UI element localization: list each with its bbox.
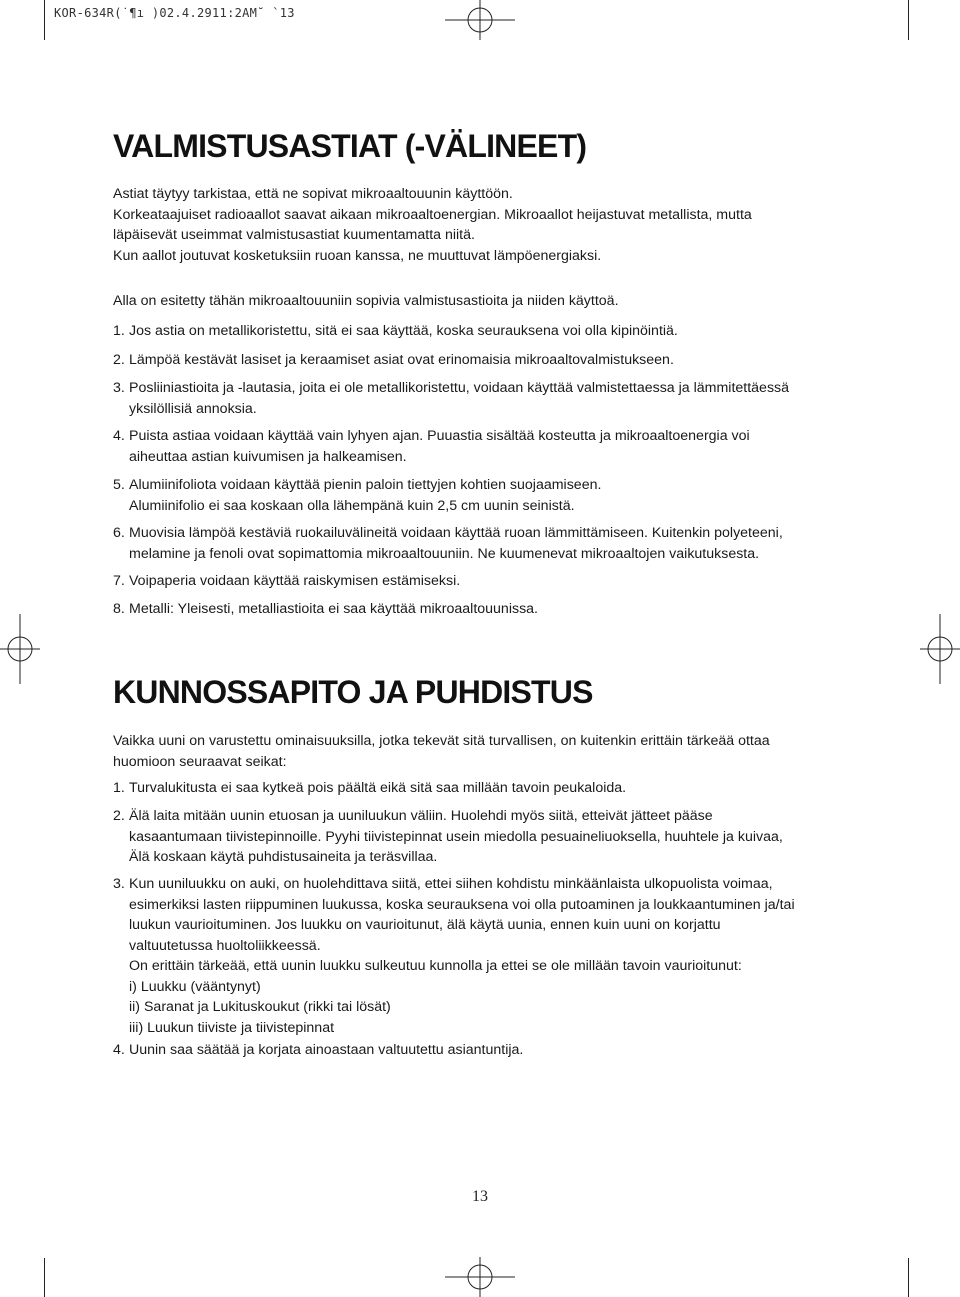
item-text: kasaantumaan tiivistepinnoille. Pyyhi tiivistepinnat usein miedolla pesuaineliuoksella, huuhtele ja kuivaa, [129,828,783,845]
item-text: aiheuttaa astian kuivumisen ja halkeamisen. [129,448,407,465]
list-item [113,475,853,516]
item-text: ii) Saranat ja Lukituskoukut (rikki tai lösät) [129,999,391,1015]
crop-mark-bottom-right [908,1258,909,1297]
section-title-utensils: VALMISTUSASTIAT (-VÄLINEET) [113,128,587,164]
list-item [113,599,853,620]
item-text: Voipaperia voidaan käyttää raiskymisen estämiseksi. [129,573,461,589]
item-number: 4. [113,428,125,444]
list-item [113,350,853,371]
item-text: melamine ja fenoli ovat sopimattomia mikroaaltouuniin. Ne kuumenevat mikroaaltojen vaikutuksesta. [129,545,760,562]
item-text: esimerkiksi lasten riippuminen luukussa, koska seurauksena voi olla putoaminen ja loukkaantuminen ja/tai [129,896,795,913]
print-slug: KOR-634R(˙¶ı )02.4.2911:2AM˘ `13 [54,6,295,20]
intro-line: huomioon seuraavat seikat: [113,753,287,770]
item-number: 2. [113,808,125,824]
registration-mark-left-icon [0,614,40,684]
intro-line: läpäisevät useimmat valmistusastiat kuumentamatta niitä. [113,227,475,243]
intro-line: Kun aallot joutuvat kosketuksiin ruoan kanssa, ne muuttuvat lämpöenergiaksi. [113,247,602,264]
section1-intro [113,184,853,266]
item-number: 7. [113,573,125,589]
item-text: i) Luukku (vääntynyt) [129,978,261,995]
item-number: 3. [113,380,125,396]
item-number: 8. [113,601,125,617]
item-text: Puista astiaa voidaan käyttää vain lyhyen ajan. Puuastia sisältää kosteutta ja mikroaaltoenergia voi [129,428,750,444]
item-number: 6. [113,525,125,541]
item-text: Alumiinifoliota voidaan käyttää pienin paloin tiettyjen kohtien suojaamiseen. [129,477,602,493]
item-text: Älä laita mitään uunin etuosan ja uuniluukun väliin. Huolehdi myös siitä, etteivät jätteet pääse [129,808,713,824]
item-text: Älä koskaan käytä puhdistusaineita ja teräsvillaa. [129,849,438,865]
intro-line: Korkeataajuiset radioaallot saavat aikaan mikroaaltoenergian. Mikroaallot heijastuvat metallista, mutta [113,206,752,223]
item-text: Posliiniastioita ja -lautasia, joita ei ole metallikoristettu, voidaan käyttää valmistettaessa ja lämmitettäessä [129,380,790,396]
item-text: valtuutetussa huoltoliikkeessä. [129,937,321,954]
item-text: Alumiinifolio ei saa koskaan olla lähempänä kuin 2,5 cm uunin seinistä. [129,497,575,514]
registration-mark-right-icon [920,614,960,684]
list-item [113,1040,853,1061]
list-item [113,571,853,592]
item-text: On erittäin tärkeää, että uunin luukku sulkeutuu kunnolla ja ettei se ole millään tavoin vaurioitunut: [129,958,742,974]
section1-lead: Alla on esitetty tähän mikroaaltouuniin sopivia valmistusastioita ja niiden käyttoä. [113,293,619,309]
item-number: 2. [113,352,125,368]
list-item [113,874,853,1038]
list-item [113,523,853,564]
item-text: Lämpöä kestävät lasiset ja keraamiset asiat ovat erinomaisia mikroaaltovalmistukseen. [129,352,674,368]
item-text: yksilöllisiä annoksia. [129,400,257,417]
list-item [113,806,853,868]
item-text: Metalli: Yleisesti, metalliastioita ei saa käyttää mikroaaltouunissa. [129,601,538,617]
intro-line: Astiat täytyy tarkistaa, että ne sopivat mikroaaltouunin käyttöön. [113,186,513,202]
item-text: Jos astia on metallikoristettu, sitä ei saa käyttää, koska seurauksena voi olla kipinöintiä. [129,323,678,339]
intro-line: Vaikka uuni on varustettu ominaisuuksilla, jotka tekevät sitä turvallisen, on kuitenkin erittäin tärkeää ottaa [113,733,770,749]
list-item [113,778,853,799]
crop-mark-top-left [44,0,45,40]
section2-intro [113,731,853,772]
item-text: iii) Luukun tiiviste ja tiivistepinnat [129,1019,335,1036]
item-text: Turvalukitusta ei saa kytkeä pois päältä eikä sitä saa millään tavoin peukaloida. [129,780,627,796]
registration-mark-top-icon [445,0,515,40]
item-text: luukun vaurioituminen. Jos luukku on vaurioitunut, älä käytä uunia, ennen kuin uuni on korjattu [129,917,721,933]
crop-mark-bottom-left [44,1258,45,1297]
item-number: 1. [113,780,125,796]
list-item [113,378,853,419]
list-item [113,426,853,467]
item-number: 5. [113,477,125,493]
registration-mark-bottom-icon [445,1257,515,1297]
item-number: 4. [113,1042,125,1058]
section-title-maintenance: KUNNOSSAPITO JA PUHDISTUS [113,674,593,710]
crop-mark-top-right [908,0,909,40]
item-number: 1. [113,323,125,339]
item-text: Uunin saa säätää ja korjata ainoastaan valtuutettu asiantuntija. [129,1042,524,1058]
item-text: Muovisia lämpöä kestäviä ruokailuvälineitä voidaan käyttää ruoan lämmittämiseen. Kuitenkin polyeteeni, [129,525,783,541]
list-item [113,321,853,342]
item-text: Kun uuniluukku on auki, on huolehdittava siitä, ettei siihen kohdistu minkäänlaista ulkopuolista voimaa, [129,876,773,892]
item-number: 3. [113,876,125,892]
page-number: 13 [472,1188,488,1205]
